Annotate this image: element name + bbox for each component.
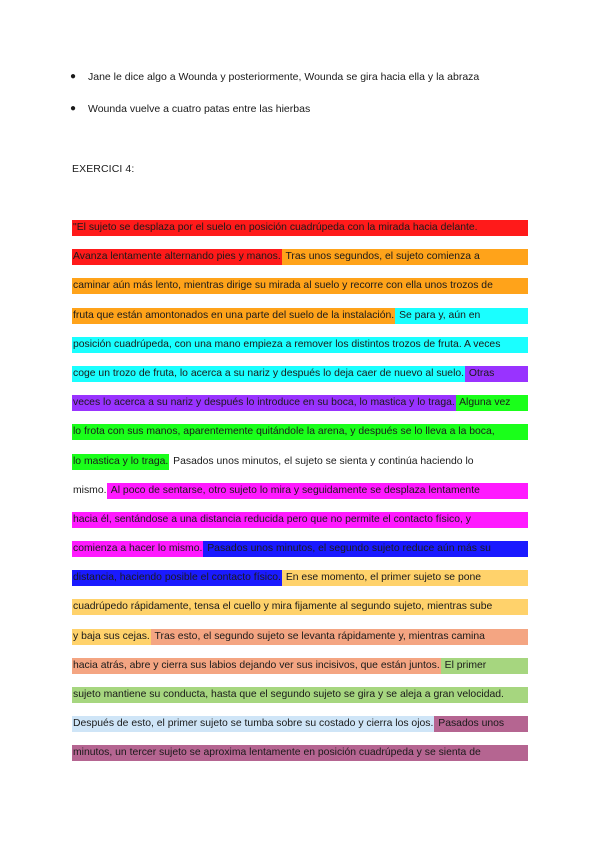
list-item-text: Jane le dice algo a Wounda y posteriormente, Wounda se gira hacia ella y la abraza (88, 71, 480, 83)
highlight-segment: Tras esto, el segundo sujeto se levanta rápidamente y, mientras camina (151, 629, 528, 645)
list-item (70, 102, 479, 116)
text-line (72, 512, 528, 541)
highlight-segment: coge un trozo de fruta, lo acerca a su nariz y después lo deja caer de nuevo al suelo. (72, 366, 465, 382)
highlight-segment: posición cuadrúpeda, con una mano empieza a remover los distintos trozos de fruta. A veces (72, 337, 528, 353)
highlight-segment: fruta que están amontonados en una parte del suelo de la instalación. (72, 308, 395, 324)
highlight-segment: cuadrúpedo rápidamente, tensa el cuello y mira fijamente al segundo sujeto, mientras sube (72, 599, 528, 615)
text-line (72, 483, 528, 512)
text-line (72, 424, 528, 453)
highlight-segment: Al poco de sentarse, otro sujeto lo mira y seguidamente se desplaza lentamente (107, 483, 528, 499)
highlight-segment: En ese momento, el primer sujeto se pone (282, 570, 528, 586)
text-line (72, 278, 528, 307)
text-line (72, 629, 528, 658)
highlight-segment: lo mastica y lo traga. (72, 454, 169, 470)
text-line (72, 716, 528, 745)
highlight-segment: mismo. (72, 483, 107, 499)
highlight-segment: lo frota con sus manos, aparentemente quitándole la arena, y después se lo lleva a la boca, (72, 424, 528, 440)
highlight-segment: "El sujeto se desplaza por el suelo en posición cuadrúpeda con la mirada hacia delante. (72, 220, 528, 236)
highlight-segment: El primer (441, 658, 528, 674)
highlight-segment: Avanza lentamente alternando pies y manos. (72, 249, 282, 265)
text-line (72, 337, 528, 366)
list-item (70, 70, 480, 84)
text-line (72, 570, 528, 599)
text-line (72, 395, 528, 424)
text-line (72, 454, 528, 483)
text-line (72, 687, 528, 716)
bullet-dot-icon: ● (70, 71, 77, 82)
highlight-segment: y baja sus cejas. (72, 629, 151, 645)
text-line (72, 599, 528, 628)
text-line (72, 308, 528, 337)
highlight-segment: Tras unos segundos, el sujeto comienza a (282, 249, 528, 265)
text-line (72, 366, 528, 395)
highlighted-paragraph (72, 220, 528, 775)
list-item-text: Wounda vuelve a cuatro patas entre las hierbas (88, 103, 311, 115)
highlight-segment: Se para y, aún en (395, 308, 528, 324)
text-line (72, 249, 528, 278)
highlight-segment: Pasados unos minutos, el sujeto se sienta y continúa haciendo lo (169, 454, 528, 470)
text-line (72, 658, 528, 687)
text-line (72, 745, 528, 774)
highlight-segment: distancia, haciendo posible el contacto físico. (72, 570, 282, 586)
exercise-heading: EXERCICI 4: (72, 163, 135, 175)
highlight-segment: sujeto mantiene su conducta, hasta que el segundo sujeto se gira y se aleja a gran velocidad. (72, 687, 528, 703)
highlight-segment: minutos, un tercer sujeto se aproxima lentamente en posición cuadrúpeda y se sienta de (72, 745, 528, 761)
highlight-segment: Otras (465, 366, 528, 382)
highlight-segment: hacia él, sentándose a una distancia reducida pero que no permite el contacto físico, y (72, 512, 528, 528)
highlight-segment: Pasados unos minutos, el segundo sujeto reduce aún más su (203, 541, 528, 557)
highlight-segment: Pasados unos (434, 716, 528, 732)
text-line (72, 220, 528, 249)
highlight-segment: hacia atrás, abre y cierra sus labios dejando ver sus incisivos, que están juntos. (72, 658, 441, 674)
highlight-segment: Alguna vez (456, 395, 528, 411)
highlight-segment: comienza a hacer lo mismo. (72, 541, 203, 557)
highlight-segment: caminar aún más lento, mientras dirige su mirada al suelo y recorre con ella unos trozos de (72, 278, 528, 294)
text-line (72, 541, 528, 570)
highlight-segment: veces lo acerca a su nariz y después lo introduce en su boca, lo mastica y lo traga. (72, 395, 456, 411)
highlight-segment: Después de esto, el primer sujeto se tumba sobre su costado y cierra los ojos. (72, 716, 434, 732)
bullet-dot-icon: ● (70, 103, 77, 114)
bullet-list (70, 70, 480, 116)
